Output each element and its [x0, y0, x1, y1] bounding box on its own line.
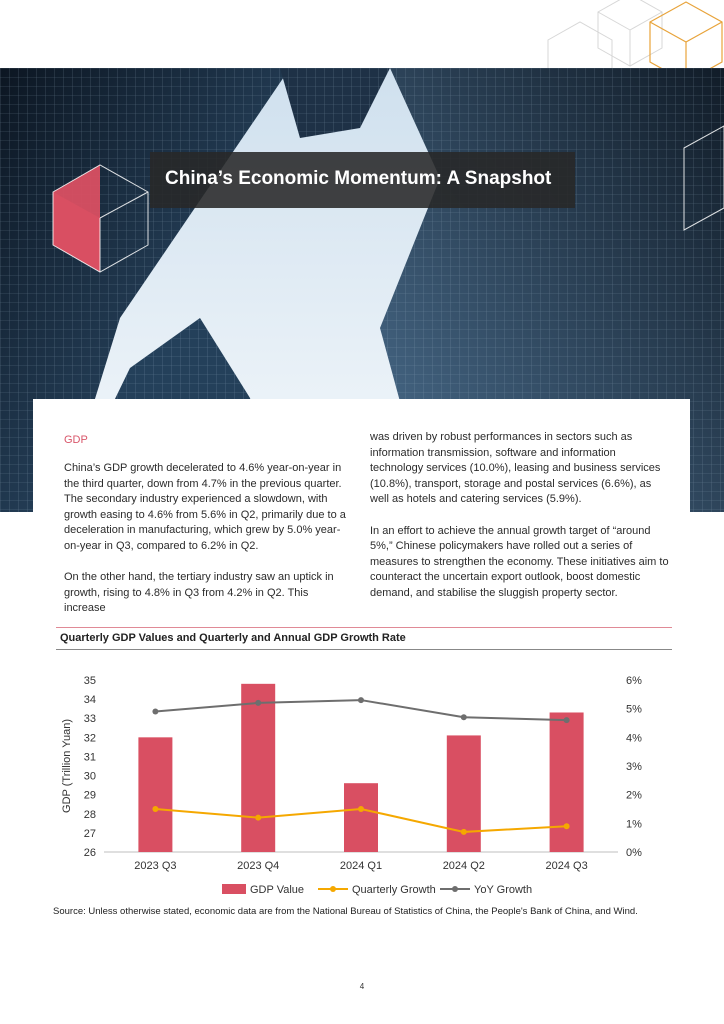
x-tick-label: 2024 Q1	[339, 860, 383, 872]
y-axis-label: GDP (Trillion Yuan)	[61, 719, 73, 813]
y2-tick-label: 1%	[626, 818, 642, 831]
y2-tick-label: 3%	[626, 761, 642, 773]
y-tick-label: 34	[83, 694, 96, 707]
gdp-chart	[0, 650, 724, 900]
paragraph: China’s GDP growth decelerated to 4.6% year-on-year in the third quarter, down from 4.7% in the previous quarter. The secondary industry experienced a slowdown, with growth easing to 4.6% from 5.6% in Q2, primarily due to a deceleration in manufacturing, which grew by 5.0% year-on-year in Q3, compared to 6.2% in Q2.	[64, 462, 346, 552]
legend-label-gdp: GDP Value	[250, 884, 305, 896]
x-tick-label: 2024 Q3	[545, 860, 588, 872]
yoy-growth-point	[564, 717, 570, 723]
paragraph: On the other hand, the tertiary industry saw an uptick in growth, rising to 4.8% in Q3 from 4.2% in Q2. This increase	[64, 571, 334, 615]
legend-label-quarterly: Quarterly Growth	[352, 884, 436, 896]
y2-tick-label: 4%	[626, 732, 642, 745]
text-column-left	[64, 461, 351, 633]
y-tick-label: 33	[83, 713, 96, 726]
chart-title-rule-top	[56, 627, 672, 628]
gdp-value-bar	[550, 712, 584, 852]
yoy-growth-line	[155, 700, 566, 720]
gdp-value-bar	[344, 783, 378, 852]
y-tick-label: 28	[83, 808, 96, 821]
y-tick-label: 30	[83, 770, 96, 783]
y-tick-label: 26	[83, 847, 96, 859]
source-note: Source: Unless otherwise stated, economic data are from the National Bureau of Statistics of China, the People's Bank of China, and Wind.	[53, 906, 638, 917]
y-tick-label: 31	[83, 751, 96, 764]
quarterly-growth-point	[461, 829, 467, 835]
y2-tick-label: 0%	[626, 847, 642, 859]
page-number: 4	[359, 982, 365, 991]
gdp-value-bar	[241, 684, 275, 852]
quarterly-growth-point	[152, 806, 158, 812]
text-column-right	[370, 430, 670, 617]
yoy-growth-point	[461, 714, 467, 720]
yoy-growth-point	[152, 709, 158, 715]
gdp-value-bar	[138, 737, 172, 852]
paragraph: was driven by robust performances in sectors such as information transmission, software and information technology services (10.0%), leasing and business services (10.8%), transport, storage and postal services (6.6%), as well as hotels and catering services (5.9%).	[370, 431, 661, 506]
legend-label-yoy: YoY Growth	[474, 884, 533, 896]
decorative-cubes	[0, 0, 724, 68]
x-tick-label: 2024 Q2	[442, 860, 485, 872]
paragraph: In an effort to achieve the annual growth target of “around 5%,” Chinese policymakers have rolled out a series of measures to strengthen the economy. These initiatives aim to counteract the uncertain export outlook, boost domestic demand, and stabilise the sluggish property sector.	[370, 524, 669, 599]
x-tick-label: 2023 Q4	[237, 860, 280, 872]
x-tick-label: 2023 Q3	[134, 860, 177, 872]
chart-title: Quarterly GDP Values and Quarterly and Annual GDP Growth Rate	[60, 632, 406, 644]
yoy-growth-point	[358, 697, 364, 703]
quarterly-growth-point	[564, 823, 570, 829]
legend-swatch-gdp	[222, 884, 246, 894]
y2-tick-label: 6%	[626, 675, 642, 687]
legend-marker-yoy	[452, 886, 458, 892]
quarterly-growth-point	[255, 815, 261, 821]
y-tick-label: 27	[83, 827, 96, 840]
yoy-growth-point	[255, 700, 261, 706]
y-tick-label: 29	[83, 789, 96, 802]
section-heading: GDP	[64, 434, 88, 446]
y-tick-label: 32	[83, 732, 96, 745]
quarterly-growth-point	[358, 806, 364, 812]
page-title: China’s Economic Momentum: A Snapshot	[165, 168, 552, 189]
y2-tick-label: 2%	[626, 789, 642, 802]
legend-marker-quarterly	[330, 886, 336, 892]
y2-tick-label: 5%	[626, 703, 642, 716]
y-tick-label: 35	[83, 675, 96, 687]
